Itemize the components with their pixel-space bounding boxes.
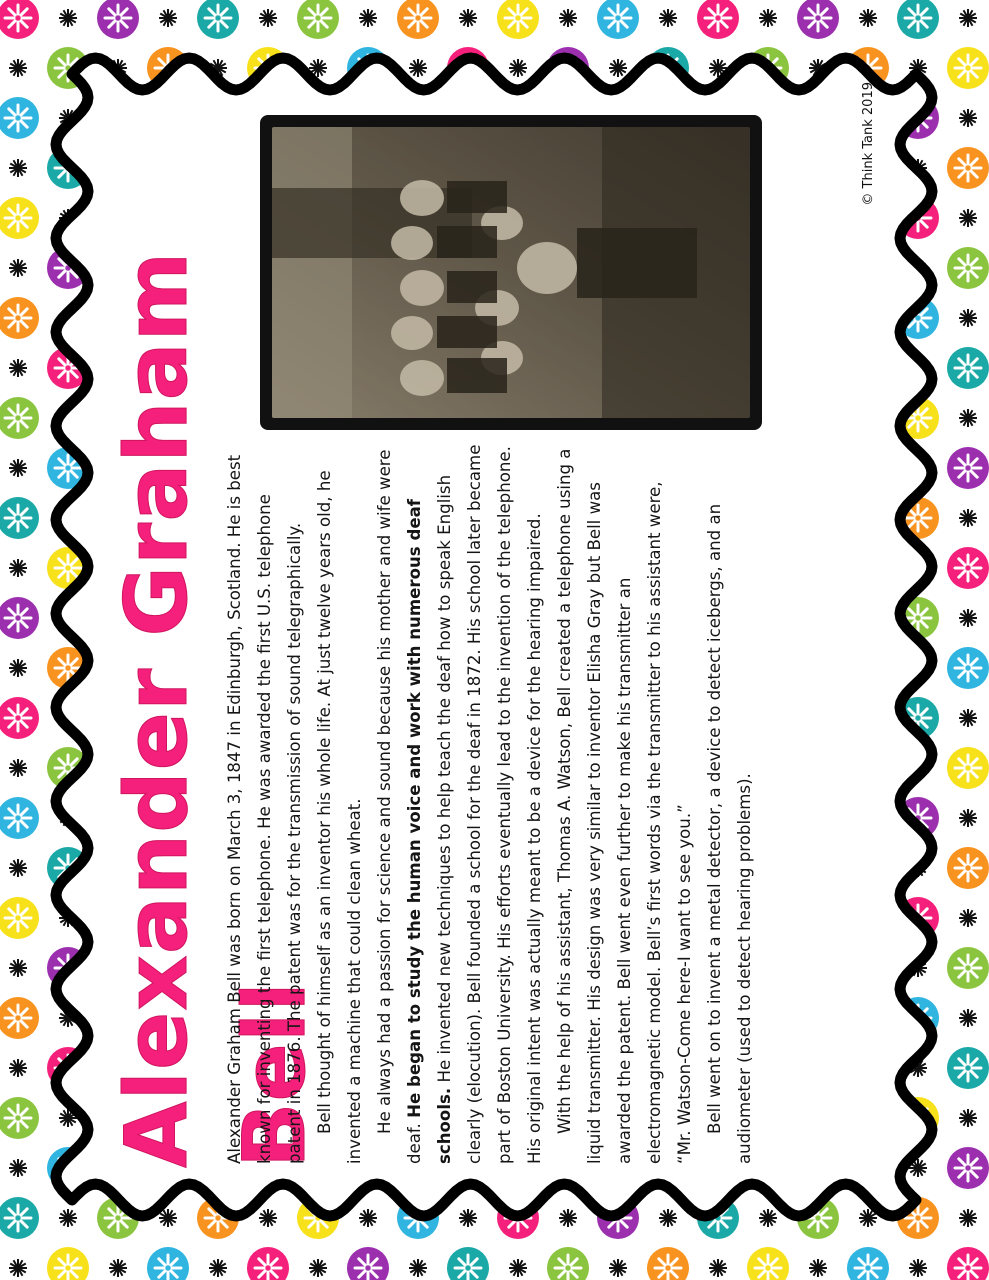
paragraph-3 xyxy=(370,444,550,1164)
copyright-notice: © Think Tank 2019 xyxy=(861,82,876,206)
paragraph-3-text-run: He invented new techniques to help teach the deaf how to speak English clearly (elocution). Bell founded a school for the deaf in 1872. His school later became part of Boston University. His efforts eventually lead to the invention of the telephone. His original intent was actually meant to be a device for the hearing impaired. xyxy=(435,444,544,1164)
paragraph-3-text-run: He always had a passion for science and sound because his mother and wife were deaf. xyxy=(375,449,424,1164)
paragraph-5 xyxy=(700,444,760,1164)
paragraph-4-text-run: With the help of his assistant, Thomas A. Watson, Bell created a telephone using a liquid transmitter. His design was very similar to inventor Elisha Gray but Bell was awarded the patent. Bell went even further to make his transmitter an electromagnetic model. Bell’s first words via the transmitter to his assistant were, “Mr. Watson-Come here-I want to see you.” xyxy=(555,448,694,1164)
rotated-content xyxy=(98,78,890,1172)
paragraph-2 xyxy=(310,444,370,1164)
paragraph-1 xyxy=(220,444,310,1164)
page-title: Alexander Graham Bell xyxy=(107,250,325,1168)
paragraph-5-text-run: Bell went on to invent a metal detector, a device to detect icebergs, and an audiometer (used to detect hearing problems). xyxy=(705,503,754,1164)
historical-photo xyxy=(260,115,762,430)
article-body xyxy=(220,444,760,1164)
paragraph-2-text-run: Bell thought of himself as an inventor his whole life. At just twelve years old, he invented a machine that could clean wheat. xyxy=(315,470,364,1164)
paragraph-3-text-run: He began to study the human voice and work with numerous deaf schools. xyxy=(405,499,454,1164)
paragraph-1-text-run: Alexander Graham Bell was born on March 3, 1847 in Edinburgh, Scotland. He is best known for inventing the first telephone. He was awarded the first U.S. telephone patent in 1876. The patent was for the transmission of sound telegraphically. xyxy=(225,454,304,1164)
sepia-group-photo-image xyxy=(272,127,750,418)
paragraph-4 xyxy=(550,444,700,1164)
